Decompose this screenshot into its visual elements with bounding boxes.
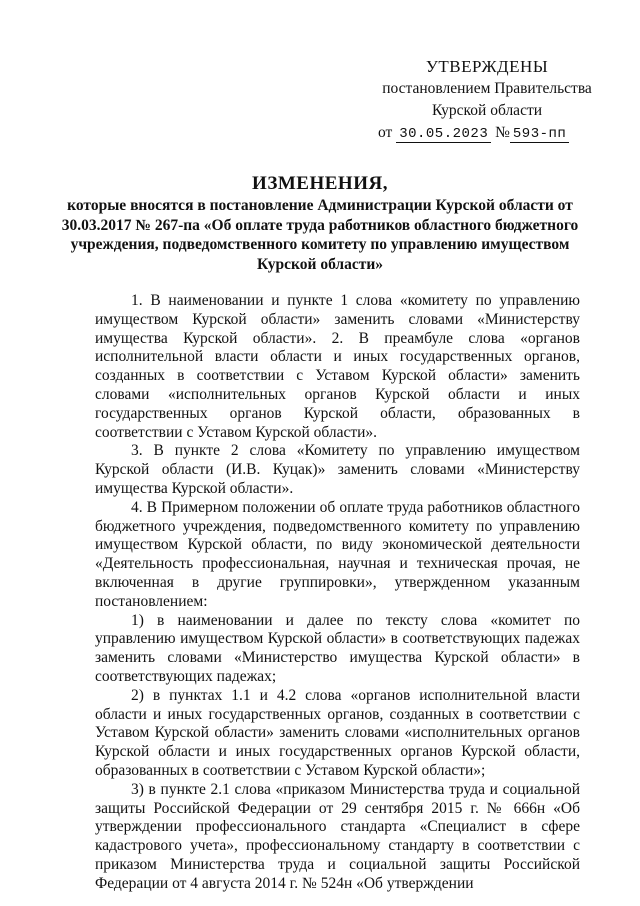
number-prefix: № xyxy=(495,124,510,141)
number-value: 593-пп xyxy=(510,126,569,143)
approval-block xyxy=(372,56,602,145)
paragraph: 3. В пункте 2 слова «Комитету по управлению имуществом Курской области (И.В. Куцак)» заменить словами «Министерству имущества Курской области». xyxy=(95,442,580,497)
document-title xyxy=(60,172,580,274)
paragraph: 1) в наименовании и далее по тексту слова «комитет по управлению имуществом Курской области» в соответствующих падежах заменить словами «Министерство имущества Курской области» в соответствующих падежах; xyxy=(95,611,580,685)
paragraph: 1. В наименовании и пункте 1 слова «комитету по управлению имуществом Курской области» заменить словами «Министерству имущества Курской области». 2. В преамбуле слова «органов исполнительной власти области и иных государственных органов, созданных в соответствии с Уставом Курской области» заменить словами «исполнительных органов Курской области и иных государственных органов Курской области, образованных в соответствии с Уставом Курской области». xyxy=(95,292,580,441)
approval-line-2: Курской области xyxy=(431,102,543,119)
title-main: ИЗМЕНЕНИЯ, xyxy=(252,173,388,194)
paragraph: 4. В Примерном положении об оплате труда работников областного бюджетного учреждения, подведомственного комитету по управлению имуществом Курской области, по виду экономической деятельности «Деятельность профессиональная, научная и техническая прочая, не включенная в другие группировки», утвержденном указанным постановлением: xyxy=(95,498,580,610)
paragraph: 2) в пунктах 1.1 и 4.2 слова «органов исполнительной власти области и иных государственных органов, созданных в соответствии с Уставом Курской области» заменить словами «исполнительных органов Курской области и иных государственных органов Курской области, образованных в соответствии с Уставом Курской области»; xyxy=(95,686,580,779)
approval-line-1: постановлением Правительства xyxy=(382,80,592,97)
document-body xyxy=(95,292,580,894)
approval-date-line xyxy=(372,122,602,145)
approval-heading: УТВЕРЖДЕНЫ xyxy=(425,57,549,76)
paragraph: 3) в пункте 2.1 слова «приказом Министерства труда и социальной защиты Российской Федерации от 29 сентября 2015 г. № 666н «Об утверждении профессионального стандарта «Специалист в сфере кадастрового учета», профессиональному стандарту в соответствии с приказом Министерства труда и социальной защиты Российской Федерации от 4 августа 2014 г. № 524н «Об утверждении xyxy=(95,780,580,892)
date-value: 30.05.2023 xyxy=(396,126,491,143)
title-subtitle: которые вносятся в постановление Администрации Курской области от 30.03.2017 № 267-па «Об оплате труда работников областного бюджетного учреждения, подведомственного комитету по управлению имуществом Курской области» xyxy=(61,197,579,273)
date-prefix: от xyxy=(378,124,393,141)
